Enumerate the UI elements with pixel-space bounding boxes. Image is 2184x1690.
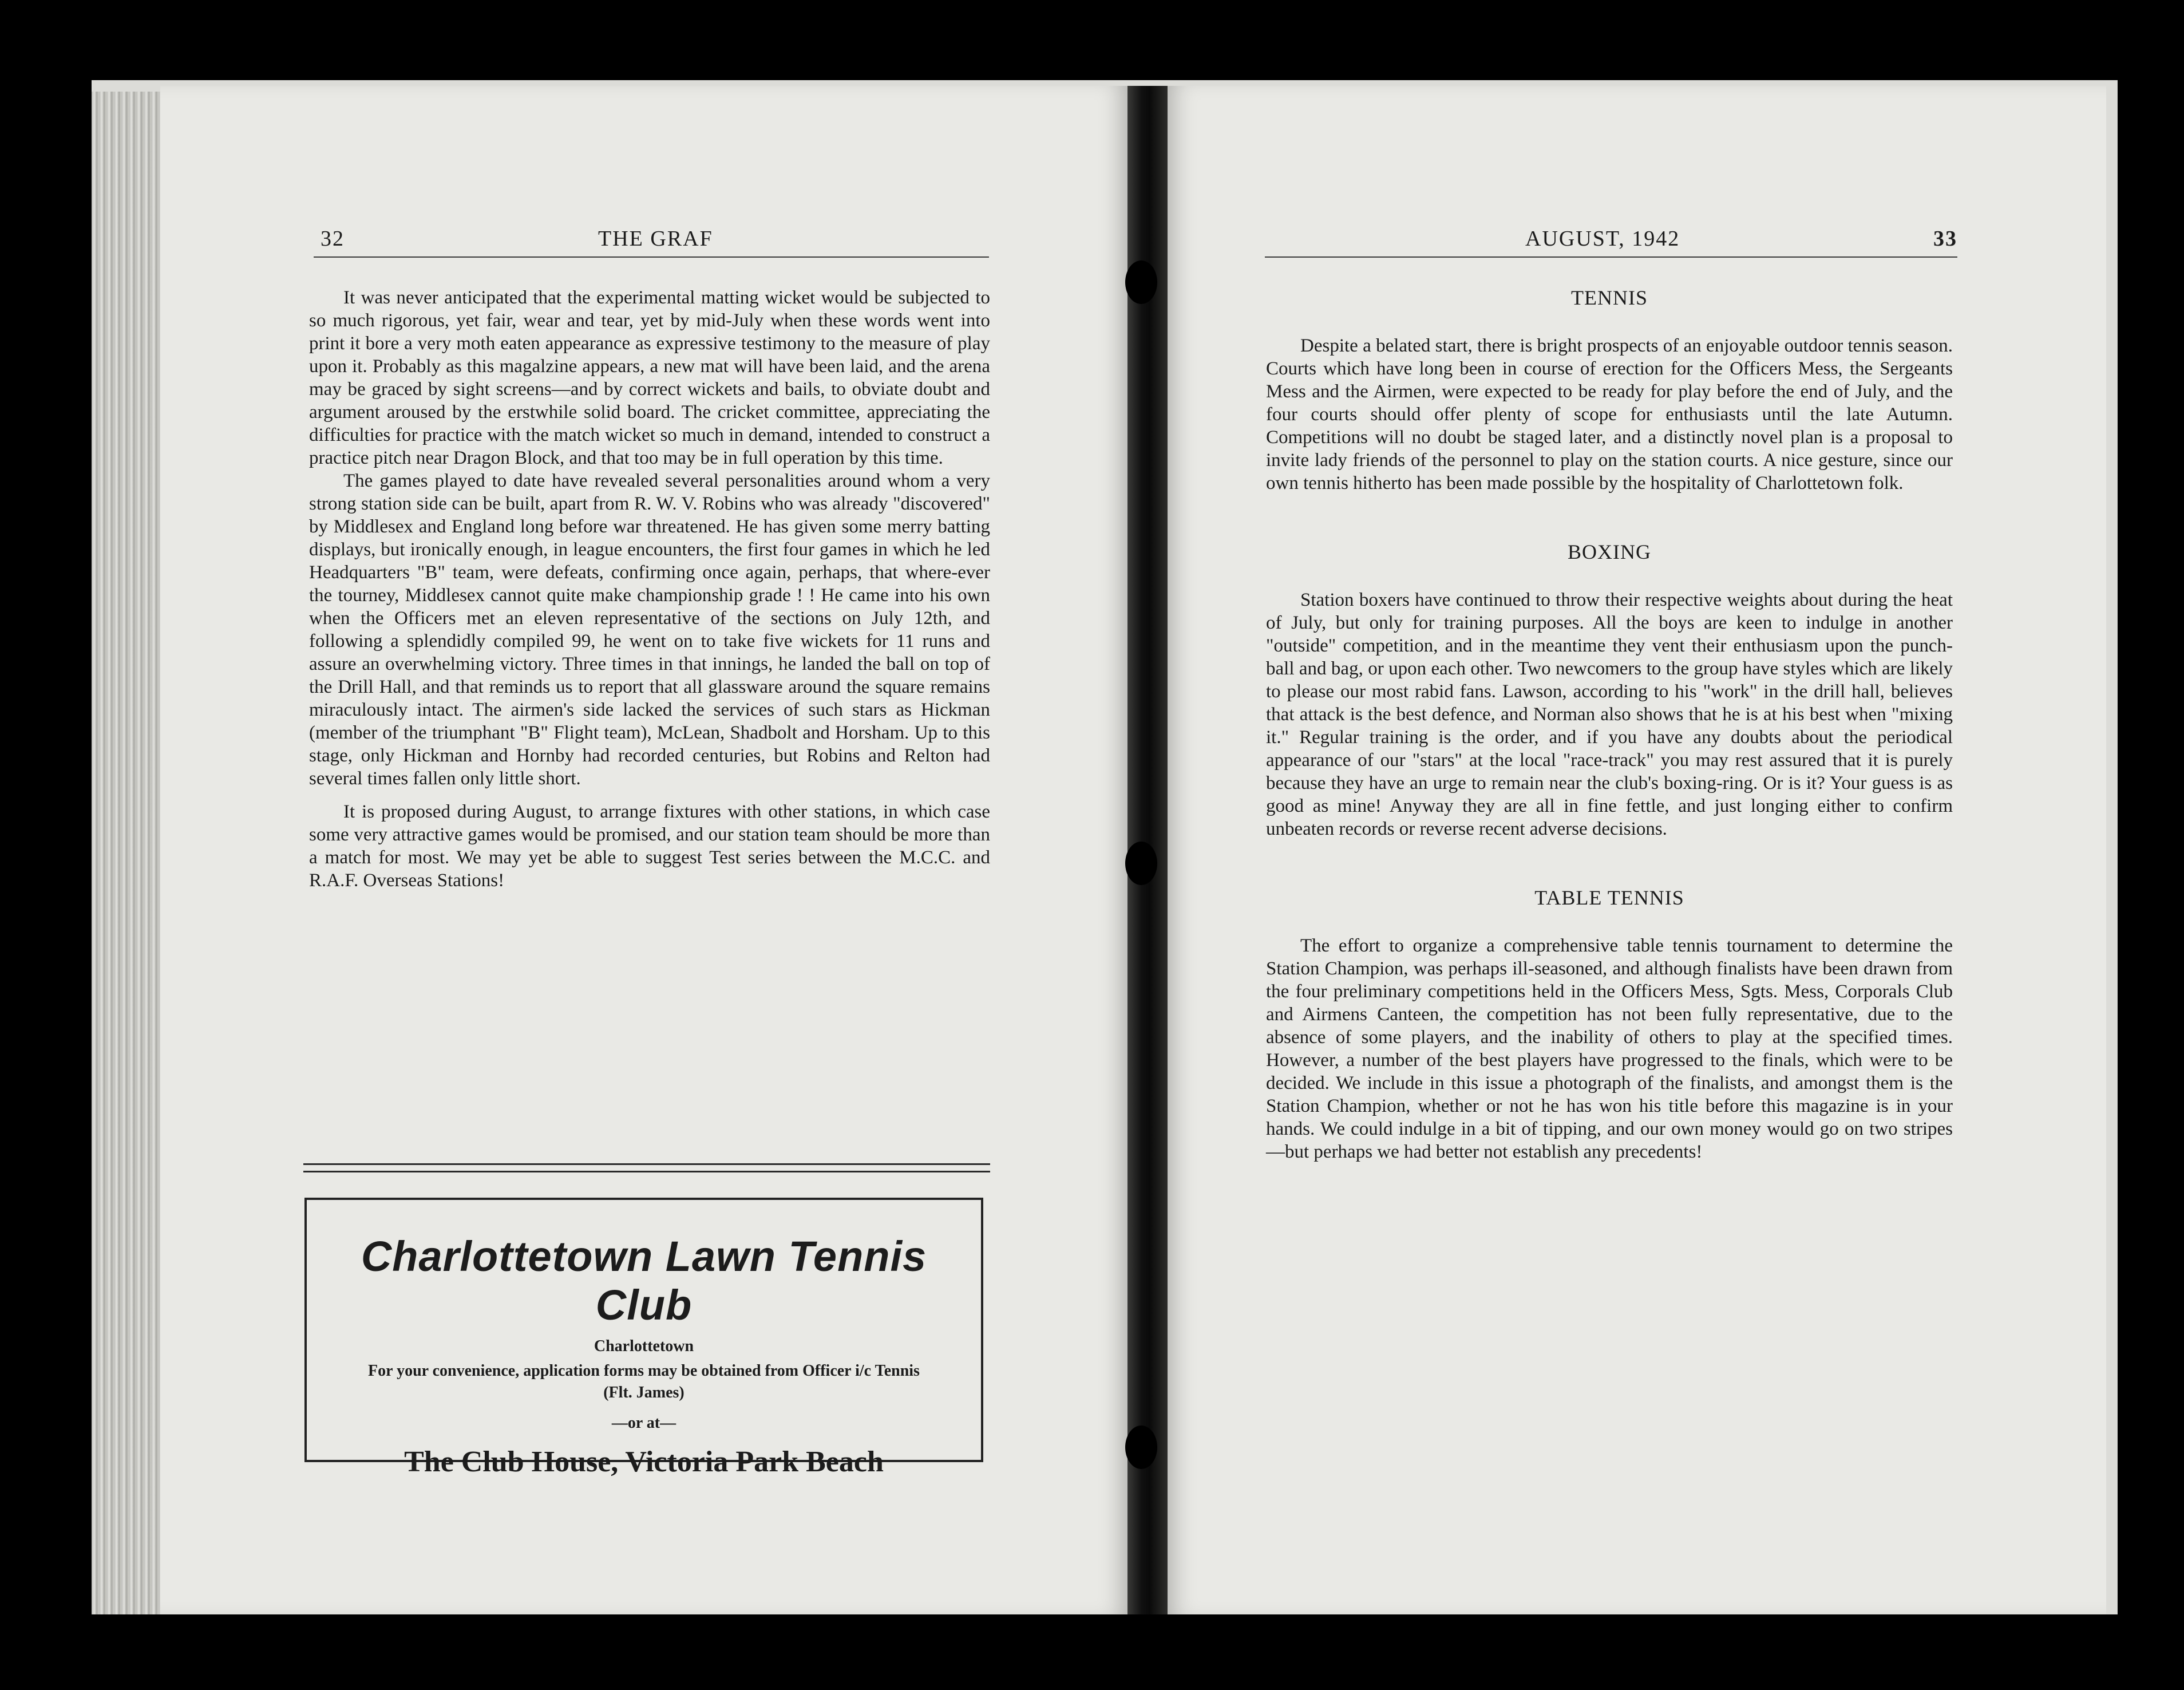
advert-title: Charlottetown Lawn Tennis Club [361, 1233, 927, 1329]
cricket-paragraph-3: It is proposed during August, to arrange fixtures with other stations, in which case some very attractive games would be promised, and our station team should be more than a match for most. We may yet be able to suggest Test series between the M.C.C. and R.A.F. Overseas Stations! [309, 801, 990, 891]
cricket-paragraph-1: It was never anticipated that the experimental matting wicket would be subjected to so much rigorous, yet fair, wear and tear, yet by mid-July when these words went into print it bore a very moth eaten appearance as expressive testimony to the measure of play upon it. Probably as this magalzine appears, a new mat will have been laid, and the arena may be graced by sight screens—and by correct wickets and bails, to obviate doubt and argument aroused by the erstwhile solid board. The cricket committee, appreciating the difficulties for practice with the match wicket so much in demand, intended to construct a practice pitch near Dragon Block, and that too may be in full operation by this time. [309, 287, 990, 468]
advert-subtitle: Charlottetown [594, 1337, 694, 1355]
left-header-rule [314, 256, 989, 258]
tennis-heading: TENNIS [1571, 286, 1648, 309]
article-end-double-rule [303, 1163, 990, 1172]
tennis-body: Despite a belated start, there is bright prospects of an enjoyable outdoor tennis season. Courts which have long been in course of erection for the Officers Mess, the Sergeants Mess and the Airmen, were expected to be ready for play before the end of July, and the four courts should offer plenty of scope for enthusiasts until the late Autumn. Competitions will no doubt be staged later, and a distinctly novel plan is a proposal to invite lady friends of the personnel to play on the station courts. A nice gesture, since our own tennis hitherto has been made possible by the hospitality of Charlottetown folk. [1266, 335, 1953, 493]
binding-hole-top [1125, 260, 1157, 304]
tennis-club-advert [304, 1198, 983, 1478]
stacked-page-edges [92, 92, 160, 1614]
boxing-body: Station boxers have continued to throw their respective weights about during the heat of July, but only for training purposes. All the boys are keen to indulge in another "outside" competition, and in the meantime they vent their enthusiasm upon the punch-ball and bag, or upon each other. Two newcomers to the group have styles which are likely to please our most rabid fans. Lawson, according to his "work" in the drill hall, believes that attack is the best defence, and Norman also shows that he is at his best when "mixing it." Regular training is the order, and if you have any doubts about the periodical appearance of our "stars" at the local "race-track" you may rest assured that it is purely because they have an urge to remain near the club's boxing-ring. Or is it? Your guess is as good as mine! Anyway they are all in fine fettle, and just longing either to confirm unbeaten records or reverse recent adverse decisions. [1266, 590, 1953, 839]
advert-note: For your convenience, application forms may be obtained from Officer i/c Tennis (Flt. James) [368, 1362, 920, 1401]
table-tennis-heading: TABLE TENNIS [1534, 886, 1684, 909]
right-header-rule [1265, 256, 1957, 258]
right-running-head [1265, 226, 1957, 255]
advert-address: The Club House, Victoria Park Beach [404, 1446, 884, 1478]
left-running-title: THE GRAF [598, 227, 713, 251]
right-articles [1266, 286, 1953, 1163]
right-running-title: AUGUST, 1942 [1525, 227, 1680, 251]
advert-or-at: —or at— [611, 1414, 676, 1432]
right-page-number: 33 [1933, 227, 1957, 251]
left-page-number: 32 [321, 227, 345, 251]
cricket-paragraph-2: The games played to date have revealed several personalities around whom a very strong station side can be built, apart from R. W. V. Robins who was already "discovered" by Middlesex and England long before war threatened. He has given some merry batting displays, but ironically enough, in league encounters, the first four games in which he led Headquarters "B" team, were defeats, confirming once again, perhaps, that where-ever the tourney, Middlesex cannot quite make championship grade ! ! He came into his own when the Officers met an eleven representative of the sections on July 12th, and following a splendidly compiled 99, he went on to take five wickets for 11 runs and assure an overwhelming victory. Three times in that innings, he landed the ball on top of the Drill Hall, and that reminds us to report that all glassware around the square remains miraculously intact. The airmen's side lacked the services of such stars as Hickman (member of the triumphant "B" Flight team), McLean, Shadbolt and Horsham. Up to this stage, only Hickman and Hornby had recorded centuries, but Robins and Relton had several times fallen only little short. [309, 471, 990, 789]
left-running-head [321, 226, 990, 255]
boxing-heading: BOXING [1568, 540, 1651, 563]
left-article [309, 286, 990, 892]
binding-hole-bottom [1125, 1426, 1157, 1469]
binding-hole-middle [1125, 842, 1157, 885]
table-tennis-body: The effort to organize a comprehensive table tennis tournament to determine the Station Champion, was perhaps ill-seasoned, and although finalists have been drawn from the four preliminary competitions held in the Officers Mess, Sgts. Mess, Corporals Club and Airmens Canteen, the competition has not been fully representative, due to the absence of some players, and the inability of others to play at the specified times. However, a number of the best players have progressed to the finals, which were to be decided. We include in this issue a photograph of the finalists, and amongst them is the Station Champion, whether or not he has won his title before this magazine is in your hands. We could indulge in a bit of tipping, and our own money would go on two stripes—but perhaps we had better not establish any precedents! [1266, 935, 1953, 1162]
